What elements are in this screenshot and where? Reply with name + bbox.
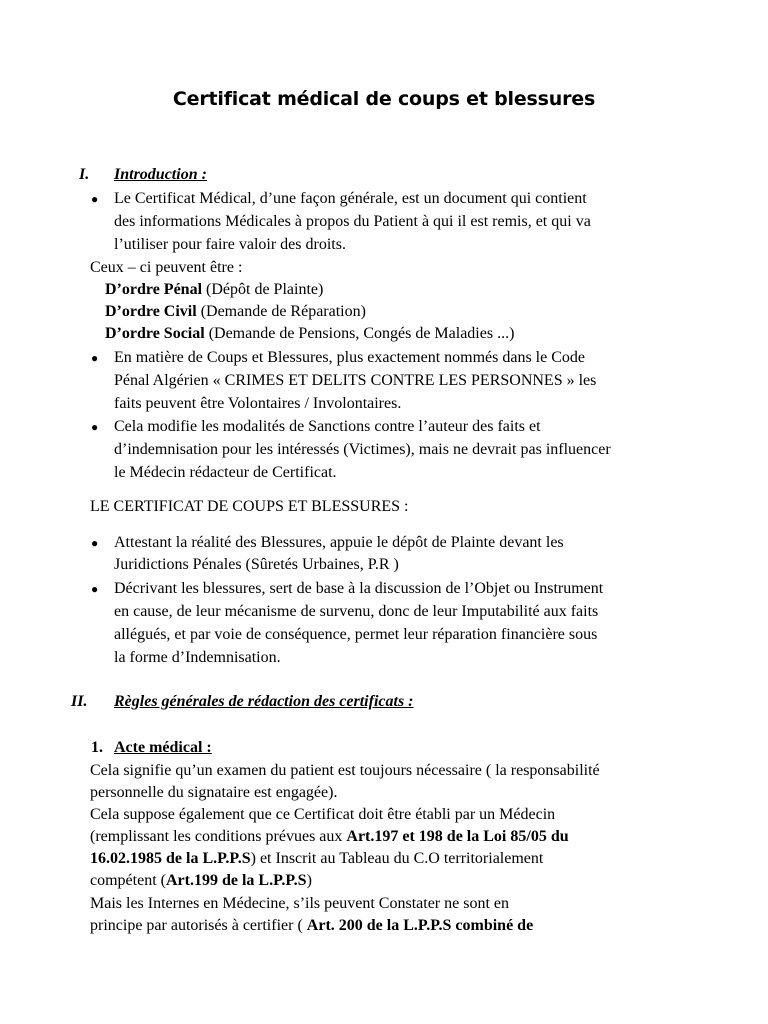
paragraph-line: Mais les Internes en Médecine, s’ils peuvent Constater ne sont en <box>90 895 509 912</box>
paragraph-line: Cela signifie qu’un examen du patient est toujours nécessaire ( la responsabilité <box>90 762 600 779</box>
text-run: (remplissant les conditions prévues aux <box>90 828 347 845</box>
law-reference: 16.02.1985 de la L.P.P.S <box>90 850 251 867</box>
law-reference: Art. 200 de la L.P.P.S combiné de <box>306 917 534 934</box>
paragraph-line: des informations Médicales à propos du Patient à qui il est remis, et qui va <box>114 213 591 230</box>
order-label: D’ordre Civil <box>105 303 197 320</box>
text-run: ) et Inscrit au Tableau du C.O territorialement <box>250 850 544 867</box>
paragraph-line: Le Certificat Médical, d’une façon générale, est un document qui contient <box>114 190 587 207</box>
paragraph-line: Pénal Algérien « CRIMES ET DELITS CONTRE LES PERSONNES » les <box>114 372 597 389</box>
order-detail: (Demande de Réparation) <box>196 303 366 320</box>
law-reference: Art.197 et 198 de la Loi 85/05 du <box>346 828 569 845</box>
order-social <box>105 324 514 344</box>
paragraph-line: Cela modifie les modalités de Sanctions contre l’auteur des faits et <box>114 418 541 435</box>
section-1-number: I. <box>79 166 90 183</box>
paragraph-line <box>90 827 569 847</box>
paragraph-line: allégués, et par voie de conséquence, permet leur réparation financière sous <box>114 626 598 643</box>
order-civil <box>105 302 366 322</box>
paragraph-line: Attestant la réalité des Blessures, appuie le dépôt de Plainte devant les <box>114 534 564 551</box>
document-title: Certificat médical de coups et blessures <box>172 88 596 110</box>
section-1-heading: Introduction : <box>114 166 207 183</box>
paragraph-line: le Médecin rédacteur de Certificat. <box>114 464 337 481</box>
paragraph-line <box>90 849 543 869</box>
paragraph-line: la forme d’Indemnisation. <box>114 649 281 666</box>
law-reference: Art.199 de la L.P.P.S <box>165 872 307 889</box>
item-1-number: 1. <box>91 739 103 756</box>
text-run: ) <box>306 872 312 889</box>
order-label: D’ordre Social <box>105 325 205 342</box>
paragraph-line: l’utiliser pour faire valoir des droits. <box>114 236 346 253</box>
paragraph-line: d’indemnisation pour les intéressés (Victimes), mais ne devrait pas influencer <box>114 441 611 458</box>
paragraph-line: Juridictions Pénales (Sûretés Urbaines, P.R ) <box>114 556 399 573</box>
order-detail: (Demande de Pensions, Congés de Maladies ...) <box>204 325 515 342</box>
subheading: LE CERTIFICAT DE COUPS ET BLESSURES : <box>90 498 409 515</box>
bullet-icon: ● <box>91 536 99 550</box>
item-1-heading: Acte médical : <box>114 739 212 756</box>
order-detail: (Dépôt de Plainte) <box>202 281 324 298</box>
paragraph-line: Décrivant les blessures, sert de base à la discussion de l’Objet ou Instrument <box>114 580 604 597</box>
bullet-icon: ● <box>91 192 99 206</box>
paragraph-line: faits peuvent être Volontaires / Involontaires. <box>114 395 402 412</box>
order-label: D’ordre Pénal <box>105 281 203 298</box>
order-penal <box>105 280 323 300</box>
paragraph-line: en cause, de leur mécanisme de survenu, donc de leur Imputabilité aux faits <box>114 603 599 620</box>
paragraph-line: Ceux – ci peuvent être : <box>90 259 243 276</box>
section-2-number: II. <box>71 693 88 710</box>
paragraph-line: Cela suppose également que ce Certificat doit être établi par un Médecin <box>90 806 556 823</box>
paragraph-line: En matière de Coups et Blessures, plus exactement nommés dans le Code <box>114 349 585 366</box>
section-2-heading: Règles générales de rédaction des certificats : <box>114 693 414 710</box>
paragraph-line: personnelle du signataire est engagée). <box>90 784 338 801</box>
text-run: compétent ( <box>90 872 166 889</box>
paragraph-line <box>90 916 533 936</box>
bullet-icon: ● <box>91 420 99 434</box>
bullet-icon: ● <box>91 582 99 596</box>
text-run: principe par autorisés à certifier ( <box>90 917 307 934</box>
paragraph-line <box>90 871 312 891</box>
bullet-icon: ● <box>91 351 99 365</box>
